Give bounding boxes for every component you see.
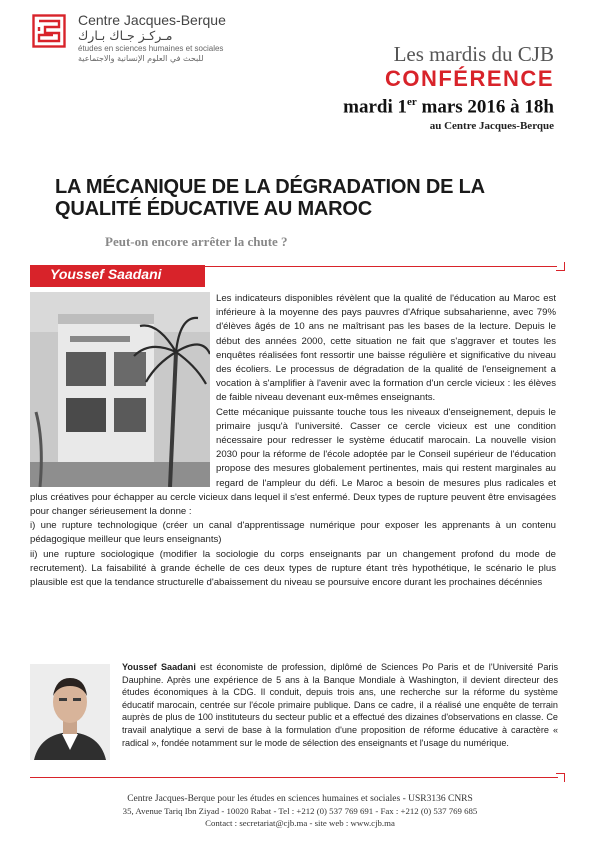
- date-rest: mars 2016 à 18h: [416, 96, 554, 118]
- footer-contact: Contact : secretariat@cjb.ma - site web : www.cjb.ma: [205, 818, 395, 828]
- author-bio: [122, 661, 558, 749]
- event-place: au Centre Jacques-Berque: [429, 120, 554, 132]
- date-day: mardi 1: [343, 96, 407, 118]
- event-date: [343, 96, 554, 118]
- divider-top: [205, 266, 557, 267]
- org-subtitle-arabic: للبحث في العلوم الإنسانية والاجتماعية: [78, 54, 204, 63]
- divider-hook-icon: [556, 262, 565, 271]
- talk-subtitle: Peut-on encore arrêter la chute ?: [105, 234, 288, 249]
- author-name: Youssef Saadani: [50, 266, 162, 282]
- footer-address: 35, Avenue Tariq Ibn Ziyad - 10020 Rabat - Tel : +212 (0) 537 769 691 - Fax : +212 (0) 537 769 685: [122, 806, 478, 816]
- org-name: Centre Jacques-Berque: [78, 12, 226, 28]
- divider-hook-icon: [556, 773, 565, 782]
- date-ordinal: er: [407, 96, 417, 108]
- org-subtitle: études en sciences humaines et sociales: [78, 44, 224, 53]
- abstract-paragraph: i) une rupture technologique (créer un canal d'apprentissage numérique pour exposer les apprenants à un contenu pédagogique meilleur que leurs enseignants): [30, 520, 556, 546]
- bio-name: Youssef Saadani: [122, 662, 196, 672]
- author-photo: [30, 664, 110, 760]
- org-name-arabic: مـركـز جـاك بـارك: [78, 28, 173, 43]
- bio-text: est économiste de profession, diplômé de Sciences Po Paris et de l'Université Paris Dauphine. Après une expérience de 5 ans à la Banque Mondiale à Washington, il devient directeur des études économiques à la CDG. Il conduit, depuis trois ans, une recherche sur la réforme du système éducatif marocain, centrée sur l'école primaire publique. Dans ce cadre, il a réalisé une enquête de terrain auprès de plus de 100 instituteurs du secteur public et a effectué des dizaines d'observations en classe. Ce travail analytique a servi de base à la formulation d'une proposition de réforme éducative à caractère « radical », fondée notamment sur le mode de sélection des enseignants et l'usage du numérique.: [122, 662, 558, 748]
- divider-bottom: [30, 777, 558, 778]
- talk-title: LA MÉCANIQUE DE LA DÉGRADATION DE LA QUALITÉ ÉDUCATIVE AU MAROC: [55, 176, 485, 220]
- cjb-logo: [32, 14, 66, 48]
- abstract-text: [30, 292, 556, 590]
- abstract-paragraph: Les indicateurs disponibles révèlent que la qualité de l'éducation au Maroc est inférieure à la moyenne des pays pauvres d'Afrique subsaharienne, avec 79% d'élèves âgés de 10 ans ne maîtrisant pas les bases de la lecture. Depuis le début des années 2000, cette situation ne fait que s'aggraver et toutes les enquêtes réalisées font ressortir une baisse régulière et significative du niveau des écoliers. Le processus de dégradation de la qualité de l'enseignement a vocation à s'amplifier à l'avenir avec la formation d'un cercle vicieux : les élèves de faible niveau devenant eux-mêmes enseignants.: [216, 293, 556, 404]
- footer-institution: Centre Jacques-Berque pour les études en sciences humaines et sociales - USR3136 CNRS: [127, 794, 473, 804]
- series-title: Les mardis du CJB: [393, 42, 554, 66]
- event-type: CONFÉRENCE: [384, 66, 554, 91]
- abstract-paragraph: ii) une rupture sociologique (modifier la sociologie du corps enseignants par un changement profond du mode de recrutement). La faisabilité à grande échelle de ces deux types de rupture étant très hypothétique, le scénario le plus plausible est que la tendance structurelle d'abaissement du niveau se poursuive encore durant les prochaines décénnies: [30, 548, 556, 589]
- abstract-paragraph: Cette mécanique puissante touche tous les niveaux d'enseignement, depuis le primaire jusqu'à l'université. Casser ce cercle vicieux est une condition nécessaire pour redresser le système éducatif marocain. La nouvelle vision 2030 pour la réforme de l'école adoptée par le Conseil supérieur de l'éducation propose des mesures globalement pertinentes, mais qui restent marginales au regard de l'ampleur du défi. Le Maroc a besoin de mesures plus radicales et plus créatives pour échapper au cercle vicieux dans lequel il s'est enfermé. Deux types de rupture peuvent être envisagées pour changer sérieusement la donne :: [30, 406, 556, 518]
- photo-spacer: [30, 292, 216, 490]
